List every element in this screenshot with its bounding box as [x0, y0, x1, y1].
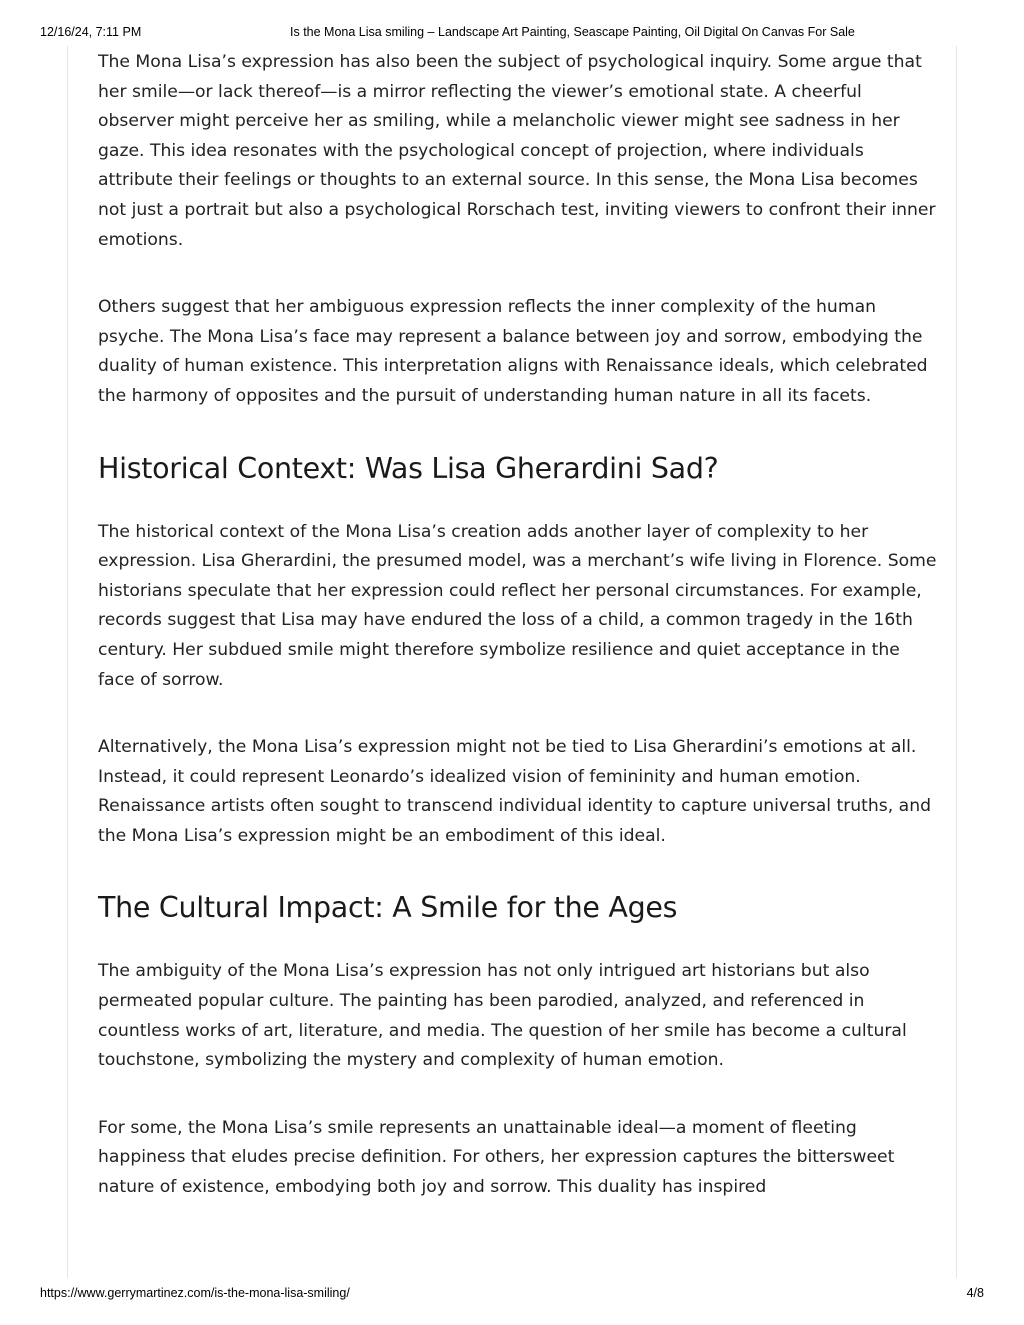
article-paragraph: For some, the Mona Lisa’s smile represents an unattainable ideal—a moment of fleeting happiness that eludes precise definition. For others, her expression captures the bittersweet nature of existence, embodying both joy and sorrow. This duality has inspired — [98, 1117, 895, 1198]
article-paragraph: Alternatively, the Mona Lisa’s expression might not be tied to Lisa Gherardini’s emotions at all. Instead, it could represent Leonardo’s idealized vision of femininity and human emotion. Renaissance artists often sought to transcend individual identity to capture universal truths, and the Mona Lisa’s expression might be an embodiment of this ideal. — [98, 737, 932, 846]
print-datetime: 12/16/24, 7:11 PM — [40, 25, 142, 39]
article-paragraph: The ambiguity of the Mona Lisa’s expression has not only intrigued art historians but also permeated popular culture. The painting has been parodied, analyzed, and referenced in countless works of art, literature, and media. The question of her smile has become a cultural touchstone, symbolizing the mystery and complexity of human emotion. — [98, 961, 907, 1071]
page-number: 4/8 — [966, 1286, 984, 1300]
section-heading-cultural-impact: The Cultural Impact: A Smile for the Ages — [98, 891, 678, 925]
article-paragraph: The Mona Lisa’s expression has also been the subject of psychological inquiry. Some argue that her smile—or lack thereof—is a mirror reflecting the viewer’s emotional state. A cheerful observer might perceive her as smiling, while a melancholic viewer might see sadness in her gaze. This idea resonates with the psychological concept of projection, where individuals attribute their feelings or thoughts to an external source. In this sense, the Mona Lisa becomes not just a portrait but also a psychological Rorschach test, inviting viewers to confront their inner emotions. — [98, 52, 936, 250]
page-url-link[interactable]: https://www.gerrymartinez.com/is-the-mona-lisa-smiling/ — [40, 1286, 350, 1300]
print-footer — [0, 1286, 1024, 1302]
print-page-title: Is the Mona Lisa smiling – Landscape Art Painting, Seascape Painting, Oil Digital On Canvas For Sale — [290, 25, 855, 39]
article-body — [98, 48, 938, 1241]
print-header — [0, 25, 1024, 41]
section-heading-historical-context: Historical Context: Was Lisa Gherardini Sad? — [98, 451, 719, 485]
article-paragraph: Others suggest that her ambiguous expression reflects the inner complexity of the human psyche. The Mona Lisa’s face may represent a balance between joy and sorrow, embodying the duality of human existence. This interpretation aligns with Renaissance ideals, which celebrated the harmony of opposites and the pursuit of understanding human nature in all its facets. — [98, 297, 928, 406]
article-paragraph: The historical context of the Mona Lisa’s creation adds another layer of complexity to her expression. Lisa Gherardini, the presumed model, was a merchant’s wife living in Florence. Some historians speculate that her expression could reflect her personal circumstances. For example, records suggest that Lisa may have endured the loss of a child, a common tragedy in the 16th century. Her subdued smile might therefore symbolize resilience and quiet acceptance in the face of sorrow. — [98, 521, 937, 690]
